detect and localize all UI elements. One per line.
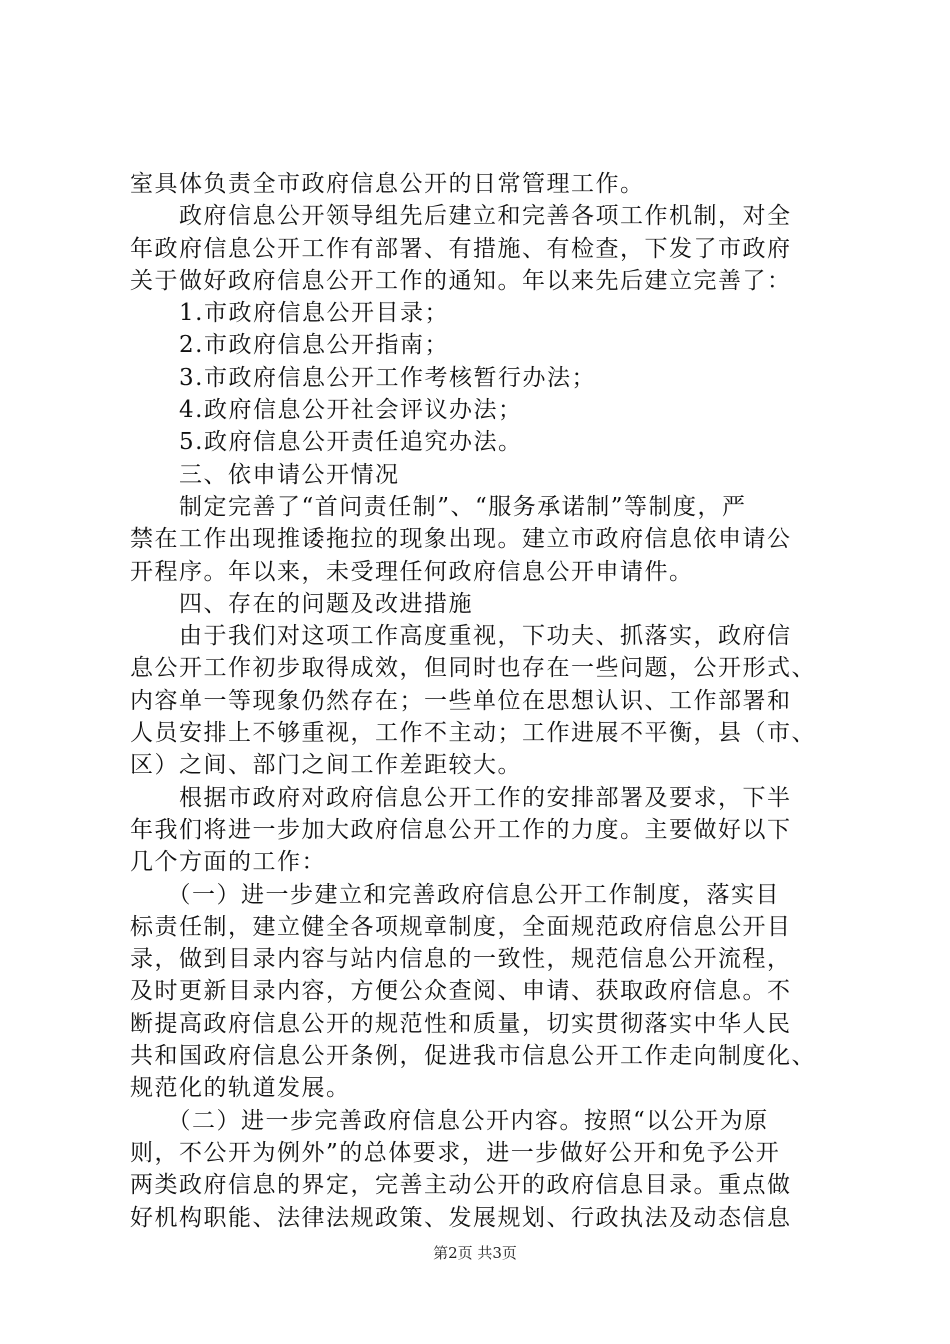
text-line: （一）进一步建立和完善政府信息公开工作制度，落实目 — [130, 881, 780, 908]
text-line: 标责任制，建立健全各项规章制度，全面规范政府信息公开目 — [130, 913, 792, 940]
list-item: 1.市政府信息公开目录； — [130, 300, 449, 327]
section-heading: 三、依申请公开情况 — [130, 461, 400, 488]
body-text — [130, 168, 830, 1234]
text-line: 年政府信息公开工作有部署、有措施、有检查，下发了市政府 — [130, 235, 792, 262]
text-line: 室具体负责全市政府信息公开的日常管理工作。 — [130, 171, 645, 197]
text-line: 关于做好政府信息公开工作的通知。年以来先后建立完善了： — [130, 267, 792, 294]
list-item: 2.市政府信息公开指南； — [130, 332, 449, 359]
list-item: 4.政府信息公开社会评议办法； — [130, 397, 523, 424]
text-line: 开程序。年以来，未受理任何政府信息公开申请件。 — [130, 558, 694, 585]
text-line: 共和国政府信息公开条例，促进我市信息公开工作走向制度化、 — [130, 1043, 816, 1070]
text-line: 由于我们对这项工作高度重视，下功夫、抓落实，政府信 — [130, 623, 792, 650]
text-line: 则，不公开为例外”的总体要求，进一步做好公开和免予公开 — [130, 1139, 781, 1166]
text-line: 几个方面的工作： — [130, 849, 326, 876]
list-item: 5.政府信息公开责任追究办法。 — [130, 429, 523, 456]
text-line: 根据市政府对政府信息公开工作的安排部署及要求，下半 — [130, 784, 792, 811]
text-line: （二）进一步完善政府信息公开内容。按照“以公开为原 — [130, 1107, 769, 1134]
text-line: 规范化的轨道发展。 — [130, 1075, 351, 1102]
text-line: 录，做到目录内容与站内信息的一致性，规范信息公开流程， — [130, 946, 792, 973]
text-line: 好机构职能、法律法规政策、发展规划、行政执法及动态信息 — [130, 1204, 792, 1231]
text-line: 及时更新目录内容，方便公众查阅、申请、获取政府信息。不 — [130, 978, 792, 1005]
text-line: 断提高政府信息公开的规范性和质量，切实贯彻落实中华人民 — [130, 1010, 792, 1037]
text-line: 禁在工作出现推诿拖拉的现象出现。建立市政府信息依申请公 — [130, 526, 792, 553]
list-item: 3.市政府信息公开工作考核暂行办法； — [130, 364, 596, 391]
text-line: 两类政府信息的界定，完善主动公开的政府信息目录。重点做 — [130, 1172, 792, 1199]
text-line: 人员安排上不够重视，工作不主动；工作进展不平衡，县（市、 — [130, 720, 816, 747]
text-line: 年我们将进一步加大政府信息公开工作的力度。主要做好以下 — [130, 816, 792, 843]
text-line: 政府信息公开领导组先后建立和完善各项工作机制，对全 — [130, 203, 792, 230]
text-line: 息公开工作初步取得成效，但同时也存在一些问题，公开形式、 — [130, 655, 816, 682]
text-line: 制定完善了“首问责任制”、“服务承诺制”等制度，严 — [130, 493, 747, 520]
text-line: 内容单一等现象仍然存在；一些单位在思想认识、工作部署和 — [130, 687, 792, 714]
page-footer: 第2页 共3页 — [433, 1244, 517, 1262]
section-heading: 四、存在的问题及改进措施 — [130, 590, 473, 617]
text-line: 区）之间、部门之间工作差距较大。 — [130, 752, 522, 779]
